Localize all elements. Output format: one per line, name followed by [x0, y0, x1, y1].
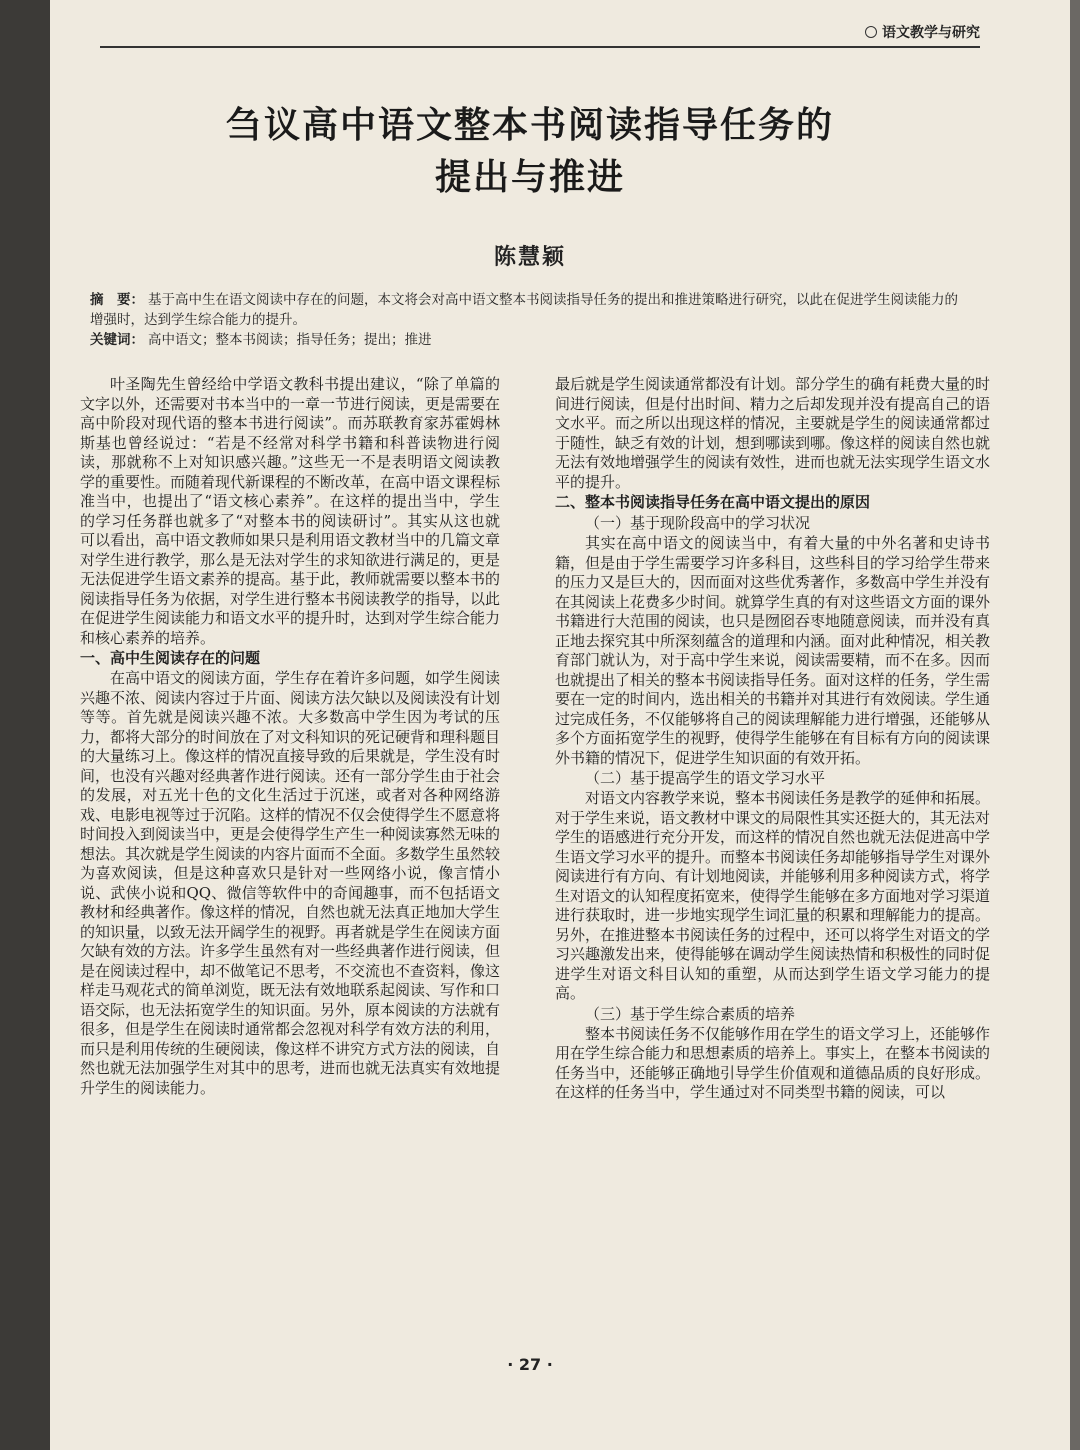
paragraph-reason-2: 对语文内容教学来说，整本书阅读任务是教学的延伸和拓展。对于学生来说，语文教材中课文的局限性其实还挺大的，其无法对学生的语感进行充分开发，而这样的情况自然也就无法促进高中学生语文学习水平的提升。而整本书阅读任务却能够指导学生对课外阅读进行有方向、有计划地阅读，并能够利用多种阅读方式，将学生对语文的认知程度拓宽来，使得学生能够在多方面地对学习渠道进行获取时，进一步地实现学生词汇量的积累和理解能力的提高。另外，在推进整本书阅读任务的过程中，还可以将学生对语文的学习兴趣激发出来，使得能够在调动学生阅读热情和积极性的同时促进学生对语文科目认知的重塑，从而达到学生语文学习能力的提高。 [555, 789, 991, 1002]
keywords-label: 关键词： [90, 332, 144, 348]
running-header [100, 20, 980, 48]
title-line-1: 刍议高中语文整本书阅读指导任务的 [225, 105, 834, 146]
keywords-text: 高中语文；整本书阅读；指导任务；提出；推进 [148, 332, 432, 348]
page-number: · 27 · [507, 1355, 553, 1374]
paragraph-intro: 叶圣陶先生曾经给中学语文教科书提出建议，“除了单篇的文字以外，还需要对书本当中的一章一节进行阅读，更是需要在高中阶段对现代语的整本书进行阅读”。而苏联教育家苏霍姆林斯基也曾经说过：“若是不经常对科学书籍和科普读物进行阅读，那就称不上对知识感兴趣。”这些无一不是表明语文阅读教学的重要性。而随着现代新课程的不断改革，在高中语文课程标准当中，也提出了“语文核心素养”。在这样的提出当中，学生的学习任务群也就多了“对整本书的阅读研讨”。其实从这也就可以看出，高中语文教师如果只是利用语文教材当中的几篇文章对学生进行教学，那么是无法对学生的求知欲进行满足的，更是无法促进学生语文素养的提高。基于此，教师就需要以整本书的阅读指导任务为依据，对学生进行整本书阅读教学的指导，以此在促进学生阅读能力和语文水平的提升时，达到对学生综合能力和核心素养的培养。 [80, 375, 501, 647]
paragraph-reason-3: 整本书阅读任务不仅能够作用在学生的语文学习上，还能够作用在学生综合能力和思想素质的培养上。事实上，在整本书阅读的任务当中，还能够正确地引导学生价值观和道德品质的良好形成。在这样的任务当中，学生通过对不同类型书籍的阅读，可以 [555, 1024, 991, 1101]
article-title [90, 100, 970, 204]
abstract [90, 290, 970, 330]
abstract-text: 基于高中生在语文阅读中存在的问题，本文将会对高中语文整本书阅读指导任务的提出和推进策略进行研究，以此在促进学生阅读能力的增强时，达到学生综合能力的提升。 [90, 292, 958, 328]
left-column [80, 375, 500, 1098]
paragraph-problems: 在高中语文的阅读方面，学生存在着许多问题，如学生阅读兴趣不浓、阅读内容过于片面、阅读方法欠缺以及阅读没有计划等等。首先就是阅读兴趣不浓。大多数高中学生因为考试的压力，都将大部分的时间放在了对文科知识的死记硬背和理科题目的大量练习上。像这样的情况直接导致的后果就是，学生没有时间，也没有兴趣对经典著作进行阅读。还有一部分学生由于社会的发展，对五光十色的文化生活过于沉迷，或者对各种网络游戏、电影电视等过于沉陷。这样的情况不仅会使得学生不愿意将时间投入到阅读当中，更是会使得学生产生一种阅读寡然无味的想法。其次就是学生阅读的内容片面而不全面。多数学生虽然较为喜欢阅读，但是这种喜欢只是针对一些网络小说，像言情小说、武侠小说和QQ、微信等软件中的奇闻趣事，而不包括语文教材和经典著作。像这样的情况，自然也就无法真正地加大学生的知识量，以致无法开阔学生的视野。再者就是学生在阅读方面欠缺有效的方法。许多学生虽然有对一些经典著作进行阅读，但是在阅读过程中，却不做笔记不思考，不交流也不查资料，像这样走马观花式的简单浏览，既无法有效地联系起阅读、写作和口语交际，也无法拓宽学生的知识面。另外，原本阅读的方法就有很多，但是学生在阅读时通常都会忽视对科学有效方法的利用，而只是利用传统的生硬阅读，像这样不讲究方式方法的阅读，自然也就无法加强学生对其中的思考，进而也就无法真实有效地提升学生的阅读能力。 [80, 669, 501, 1097]
circle-icon [865, 26, 877, 38]
section-heading-1: 一、高中生阅读存在的问题 [80, 649, 261, 667]
keywords [90, 330, 970, 350]
subsection-heading-3: （三）基于学生综合素质的培养 [585, 1004, 796, 1023]
facing-page-edge [0, 0, 50, 1450]
subsection-heading-1: （一）基于现阶段高中的学习状况 [585, 514, 811, 532]
section-heading-2: 二、整本书阅读指导任务在高中语文提出的原因 [555, 493, 871, 511]
title-line-2: 提出与推进 [434, 157, 625, 198]
section-name: 语文教学与研究 [865, 22, 980, 42]
subsection-heading-2: （二）基于提高学生的语文学习水平 [585, 769, 826, 787]
author-name: 陈慧颖 [493, 244, 566, 270]
abstract-block [90, 290, 970, 350]
journal-page [50, 0, 1070, 1450]
paragraph-reason-1: 其实在高中语文的阅读当中，有着大量的中外名著和史诗书籍，但是由于学生需要学习许多科目，这些科目的学习给学生带来的压力又是巨大的，因而面对这些优秀著作，多数高中学生并没有在其阅读上花费多少时间。就算学生真的有对这些语文方面的课外书籍进行大范围的阅读，也只是囫囵吞枣地随意阅读，而并没有真正地去探究其中所深刻蕴含的道理和内涵。面对此种情况，相关教育部门就认为，对于高中学生来说，阅读需要精，而不在多。因而也就提出了相关的整本书阅读指导任务。面对这样的任务，学生需要在一定的时间内，选出相关的书籍并对其进行有效阅读。学生通过完成任务，不仅能够将自己的阅读理解能力进行增强，还能够从多个方面拓宽学生的视野，使得学生能够在有目标有方向的阅读课外书籍的情况下，促进学生知识面的有效开拓。 [555, 534, 991, 767]
right-column [555, 375, 990, 1103]
abstract-label: 摘 要： [90, 292, 144, 308]
paragraph-continued: 最后就是学生阅读通常都没有计划。部分学生的确有耗费大量的时间进行阅读，但是付出时间、精力之后却发现并没有提高自己的语文水平。而之所以出现这样的情况，主要就是学生的阅读通常都过于随性，缺乏有效的计划，想到哪读到哪。像这样的阅读自然也就无法有效地增强学生的阅读有效性，进而也就无法实现学生语文水平的提升。 [555, 375, 991, 491]
